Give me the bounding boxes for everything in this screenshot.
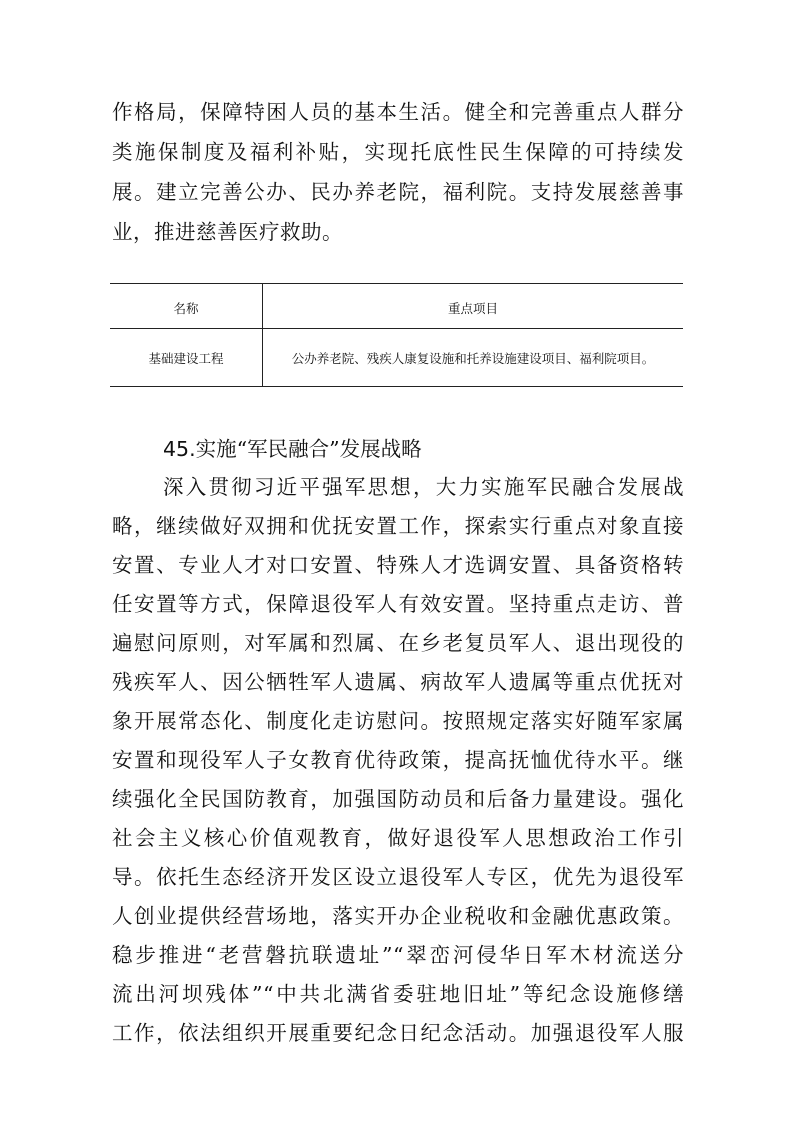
paragraph-line: 续强化全民国防教育，加强国防动员和后备力量建设。强化 [112, 787, 684, 811]
paragraph-line: 人创业提供经营场地，落实开办企业税收和金融优惠政策。 [112, 904, 684, 928]
table-bottom-rule [110, 386, 683, 387]
table-header-rule [110, 328, 683, 329]
paragraph-line: 流出河坝残体”“中共北满省委驻地旧址”等纪念设施修缮 [112, 982, 684, 1006]
section-number: 45. [163, 437, 196, 461]
paragraph-line: 遍慰问原则，对军属和烈属、在乡老复员军人、退出现役的 [112, 631, 684, 655]
table-cell-name: 基础建设工程 [148, 351, 224, 366]
paragraph-line: 稳步推进“老营磐抗联遗址”“翠峦河侵华日军木材流送分 [112, 943, 684, 967]
paragraph-line: 工作，依法组织开展重要纪念日纪念活动。加强退役军人服 [112, 1021, 684, 1045]
paragraph-line: 作格局，保障特困人员的基本生活。健全和完善重点人群分 [112, 100, 684, 124]
paragraph-line: 业，推进慈善医疗救助。 [112, 220, 343, 244]
paragraph-line: 任安置等方式，保障退役军人有效安置。坚持重点走访、普 [112, 592, 684, 616]
paragraph-line: 深入贯彻习近平强军思想，大力实施军民融合发展战 [163, 475, 684, 499]
paragraph-line: 象开展常态化、制度化走访慰问。按照规定落实好随军家属 [112, 709, 684, 733]
paragraph-line: 残疾军人、因公牺牲军人遗属、病故军人遗属等重点优抚对 [112, 670, 684, 694]
paragraph-line: 类施保制度及福利补贴，实现托底性民生保障的可持续发 [112, 140, 684, 164]
projects-table [110, 283, 683, 386]
paragraph-line: 展。建立完善公办、民办养老院，福利院。支持发展慈善事 [112, 180, 684, 204]
section-title: 实施“军民融合”发展战略 [195, 437, 422, 461]
paragraph-line: 略，继续做好双拥和优抚安置工作，探索实行重点对象直接 [112, 514, 684, 538]
paragraph-line: 社会主义核心价值观教育，做好退役军人思想政治工作引 [112, 826, 684, 850]
paragraph-line: 导。依托生态经济开发区设立退役军人专区，优先为退役军 [112, 865, 684, 889]
table-cell-project: 公办养老院、残疾人康复设施和托养设施建设项目、福利院项目。 [291, 351, 655, 366]
section-heading [163, 430, 422, 468]
paragraph-line: 安置、专业人才对口安置、特殊人才选调安置、具备资格转 [112, 553, 684, 577]
table-top-rule [110, 283, 683, 284]
table-header-name: 名称 [173, 301, 199, 316]
table-header-project: 重点项目 [447, 301, 498, 316]
paragraph-line: 安置和现役军人子女教育优待政策，提高抚恤优待水平。继 [112, 748, 684, 772]
